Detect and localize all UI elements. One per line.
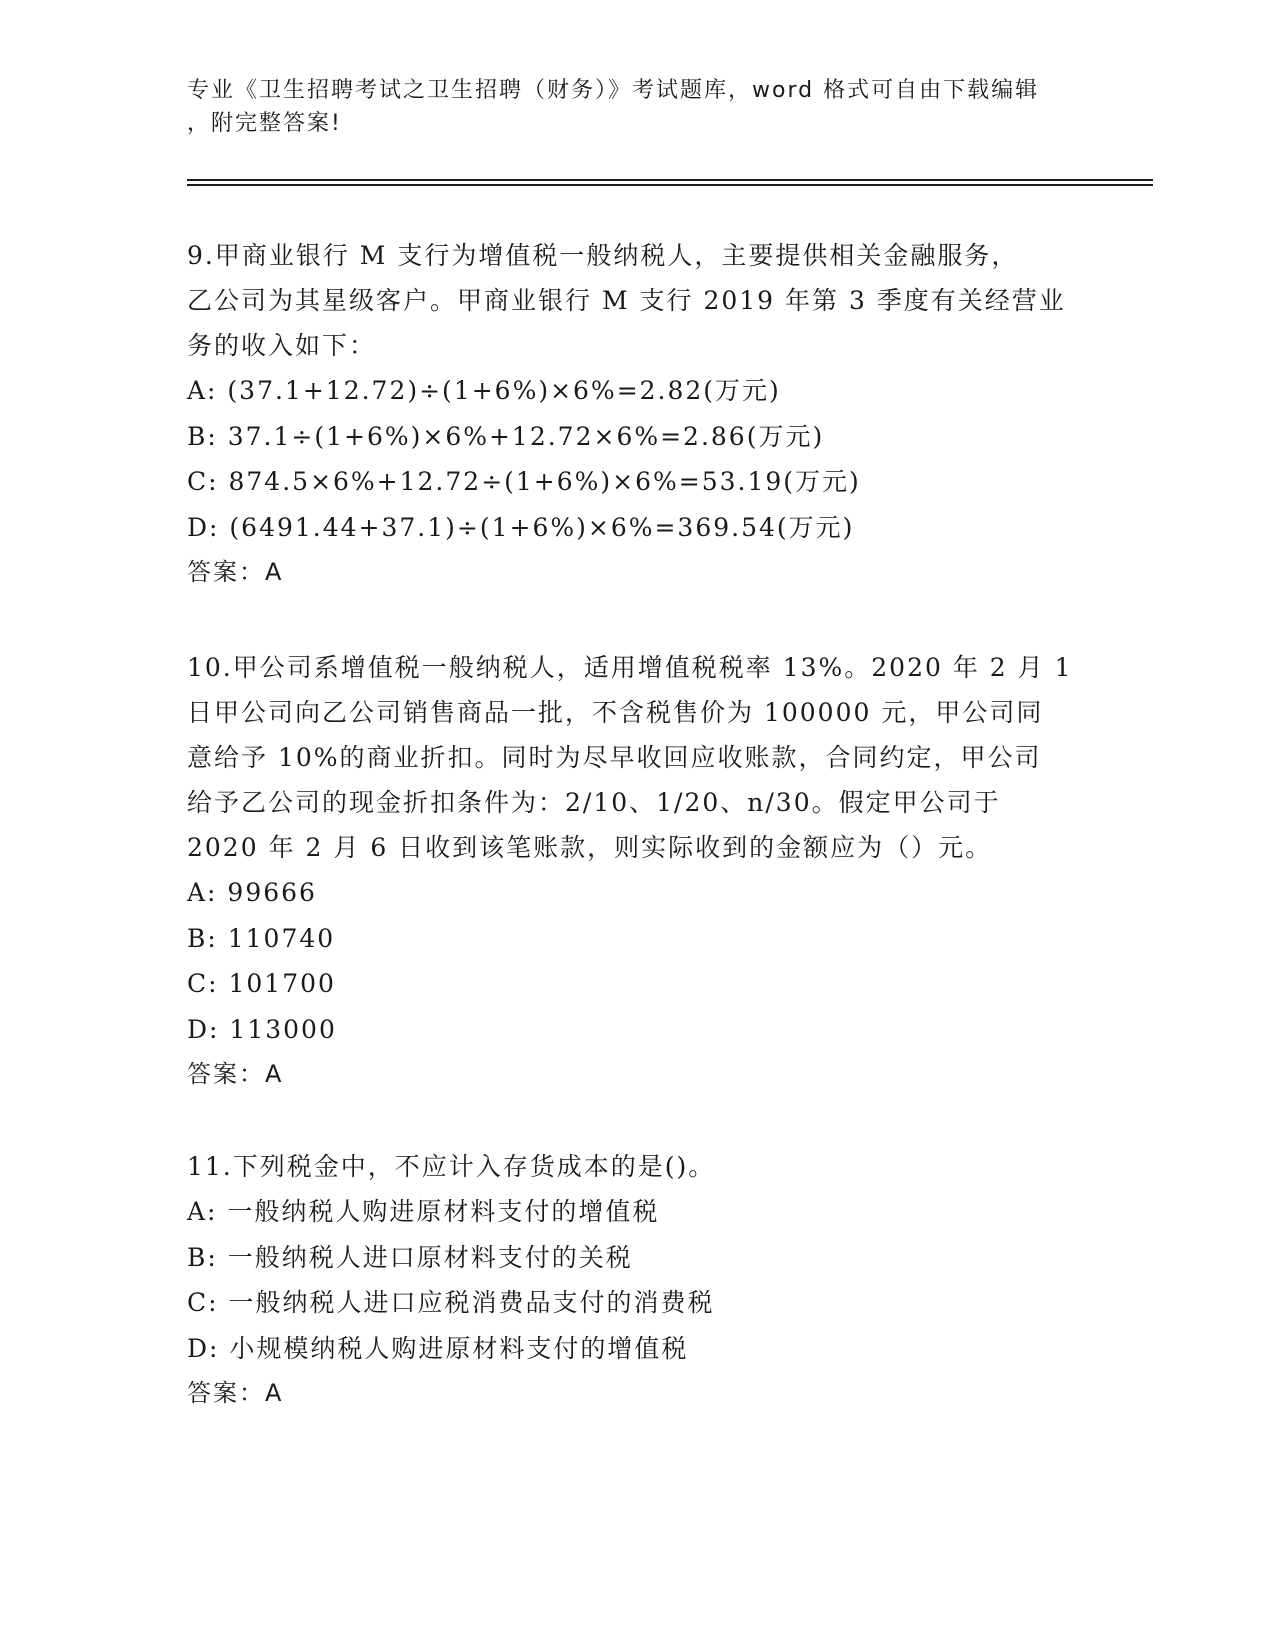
header-divider-top bbox=[187, 179, 1153, 181]
option-a: A: (37.1+12.72)÷(1+6%)×6%=2.82(万元) bbox=[187, 376, 781, 405]
header-line-1: 专业《卫生招聘考试之卫生招聘（财务）》考试题库，word 格式可自由下载编辑 bbox=[187, 78, 1040, 103]
header-divider-bottom bbox=[187, 184, 1153, 186]
option-b: B: 一般纳税人进口原材料支付的关税 bbox=[187, 1242, 633, 1272]
question-11 bbox=[187, 1144, 1087, 1416]
question-stem-line: 乙公司为其星级客户。甲商业银行 M 支行 2019 年第 3 季度有关经营业 bbox=[187, 286, 1066, 315]
document-header bbox=[187, 74, 1087, 140]
question-9 bbox=[187, 233, 1087, 595]
question-stem-line: 给予乙公司的现金折扣条件为：2/10、1/20、n/30。假定甲公司于 bbox=[187, 788, 1001, 817]
option-a: A: 一般纳税人购进原材料支付的增值税 bbox=[187, 1197, 660, 1226]
question-stem-line: 意给予 10%的商业折扣。同时为尽早收回应收账款，合同约定，甲公司 bbox=[187, 743, 1042, 772]
option-d: D: (6491.44+37.1)÷(1+6%)×6%=369.54(万元) bbox=[187, 512, 855, 542]
option-a: A: 99666 bbox=[187, 878, 317, 907]
option-b: B: 37.1÷(1+6%)×6%+12.72×6%=2.86(万元) bbox=[187, 421, 825, 451]
question-10 bbox=[187, 645, 1087, 1097]
option-d: D: 小规模纳税人购进原材料支付的增值税 bbox=[187, 1333, 689, 1363]
option-b: B: 110740 bbox=[187, 923, 336, 953]
option-d: D: 113000 bbox=[187, 1014, 337, 1044]
question-stem-line: 11.下列税金中，不应计入存货成本的是()。 bbox=[187, 1152, 716, 1181]
question-stem-line: 10.甲公司系增值税一般纳税人，适用增值税税率 13%。2020 年 2 月 1 bbox=[187, 653, 1073, 682]
question-stem-line: 日甲公司向乙公司销售商品一批，不含税售价为 100000 元，甲公司同 bbox=[187, 698, 1044, 727]
header-line-2: ，附完整答案! bbox=[187, 111, 342, 136]
answer-label: 答案：A bbox=[187, 1060, 284, 1088]
option-c: C: 101700 bbox=[187, 969, 336, 998]
question-stem-line: 2020 年 2 月 6 日收到该笔账款，则实际收到的金额应为（）元。 bbox=[187, 833, 993, 862]
option-c: C: 一般纳税人进口应税消费品支付的消费税 bbox=[187, 1288, 715, 1317]
option-c: C: 874.5×6%+12.72÷(1+6%)×6%=53.19(万元) bbox=[187, 467, 861, 496]
question-stem-line: 务的收入如下： bbox=[187, 331, 377, 360]
answer-label: 答案：A bbox=[187, 558, 284, 586]
question-stem-line: 9.甲商业银行 M 支行为增值税一般纳税人，主要提供相关金融服务， bbox=[187, 241, 1019, 270]
answer-label: 答案：A bbox=[187, 1379, 284, 1407]
